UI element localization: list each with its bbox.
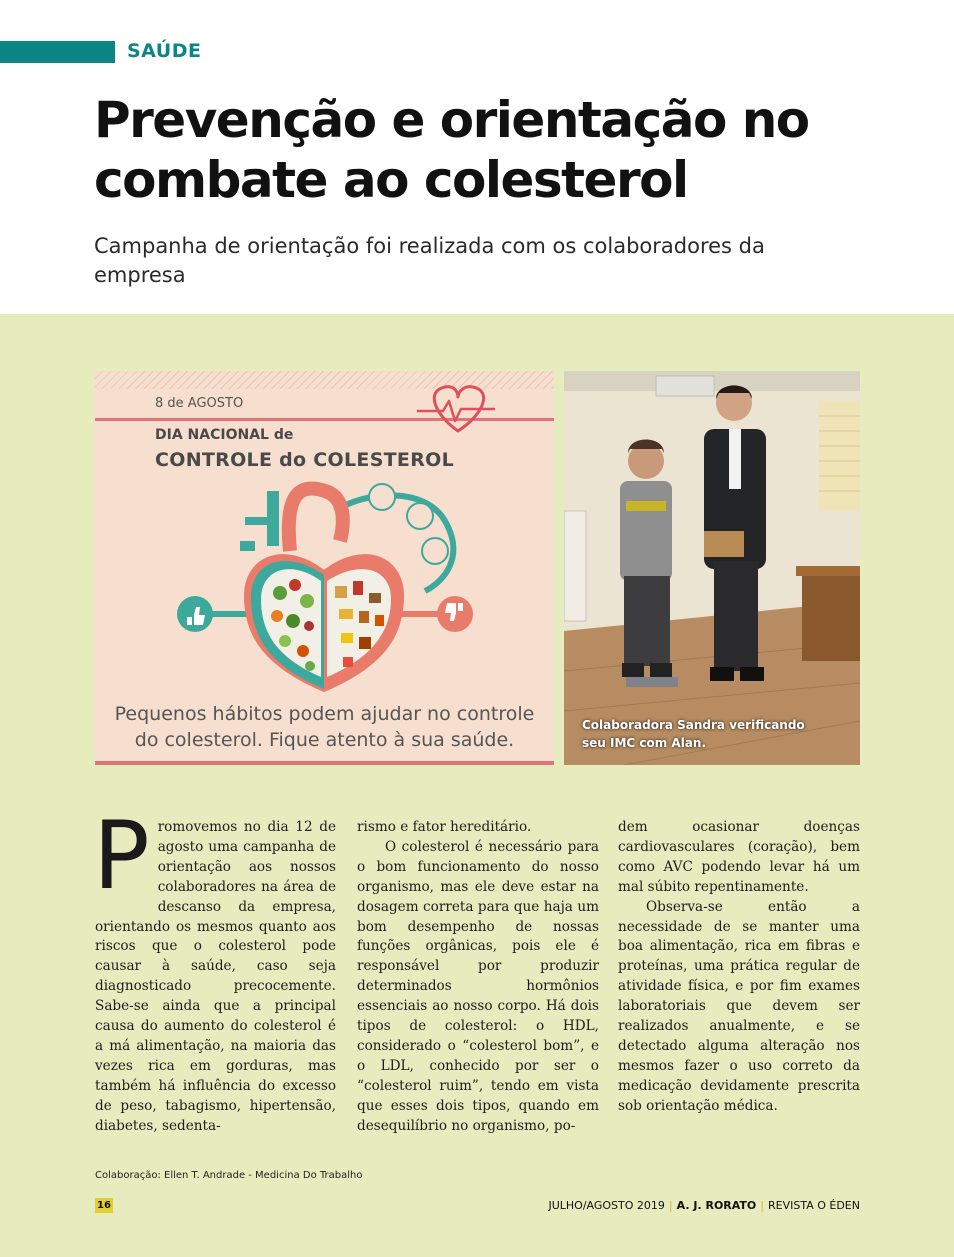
drop-cap: P xyxy=(93,802,150,911)
article-column-2 xyxy=(357,818,599,1137)
heartbeat-icon xyxy=(417,387,495,431)
article-subtitle: Campanha de orientação foi realizada com os colaboradores da empresa xyxy=(94,234,765,287)
page-footer xyxy=(548,1199,860,1212)
scale xyxy=(626,677,678,687)
column-3-paragraph-2: Observa-se então a necessidade de se manter uma boa alimentação, rica em fibras e proteínas, uma prática regular de atividade física, e por fim exames laboratoriais que devem ser realizados anualmente, e se detectado alguma alteração nos mesmos fazer o uso correto da medicação devidamente prescrita sob orientação médica. xyxy=(618,898,860,1114)
aorta xyxy=(289,489,343,552)
air-conditioner xyxy=(656,376,714,396)
infographic-title-small: DIA NACIONAL de xyxy=(155,427,294,443)
infographic-caption-line-1: Pequenos hábitos podem ajudar no controle xyxy=(114,703,535,725)
clipboard xyxy=(704,531,744,557)
photo-caption-line-2: seu IMC com Alan. xyxy=(582,736,707,750)
infographic-caption-line-2: do colesterol. Fique atento à sua saúde. xyxy=(134,729,515,751)
section-label: SAÚDE xyxy=(127,40,202,62)
photo-caption xyxy=(582,716,852,752)
article-column-1 xyxy=(93,802,336,1137)
footer-separator: | xyxy=(760,1199,764,1212)
thumbs-up-icon xyxy=(177,596,213,632)
photo-illustration xyxy=(564,371,860,765)
headline-line-1: Prevenção e orientação no xyxy=(94,91,809,149)
article-headline xyxy=(94,90,894,210)
column-3-paragraph-1: dem ocasionar doenças cardiovasculares (coração), bem como AVC podendo levar há um mal súbito repentinamente. xyxy=(618,819,860,895)
page-number: 16 xyxy=(95,1198,113,1213)
column-2-paragraph-2: O colesterol é necessário para o bom funcionamento do nosso organismo, mas ele deve estar na dosagem correta para que haja um bom desempenho de nossas funções orgânicas, pois ele é responsável por produzir determinados hormônios essenciais ao nosso corpo. Há dois tipos de colesterol: o HDL, considerado o “colesterol bom”, e o LDL, conhecido por ser o “colesterol ruim”, tendo em vista que esses dois tipos, quando em desequilíbrio no organismo, po- xyxy=(357,838,599,1134)
thumbs-down-icon xyxy=(437,596,473,632)
window-blinds xyxy=(819,401,860,511)
headline-line-2: combate ao colesterol xyxy=(94,151,688,209)
column-2-paragraph-1: rismo e fator hereditário. xyxy=(357,819,532,835)
infographic-date: 8 de AGOSTO xyxy=(155,396,244,411)
icon-circle-plate xyxy=(369,484,395,510)
cabinet xyxy=(564,511,586,621)
infographic-title-large: CONTROLE do COLESTEROL xyxy=(155,449,455,471)
icon-circle-scale xyxy=(422,538,448,564)
column-1-paragraph: romovemos no dia 12 de agosto uma campanha de orientação aos nossos colaboradores na área de descanso da empresa, orientando os mesmos quanto aos riscos que o colesterol pode causar à saúde, caso seja diagnosticado precocemente. Sabe-se ainda que a principal causa do aumento do colesterol é a má alimentação, na maioria das vezes rica em gorduras, mas também há influência do excesso de peso, tabagismo, hipertensão, diabetes, sedenta- xyxy=(95,819,336,1134)
infographic-caption xyxy=(95,701,554,753)
icon-circle-fitness xyxy=(407,503,433,529)
office-photo xyxy=(564,371,860,765)
desk-top xyxy=(796,566,860,576)
footer-issue: JULHO/AGOSTO 2019 xyxy=(548,1199,665,1212)
article-credit: Colaboração: Ellen T. Andrade - Medicina Do Trabalho xyxy=(95,1170,363,1181)
cholesterol-infographic xyxy=(95,371,554,765)
footer-magazine: REVISTA O ÉDEN xyxy=(768,1199,860,1212)
footer-separator: | xyxy=(668,1199,673,1212)
desk xyxy=(802,571,860,661)
infographic-bottom-rule xyxy=(95,761,554,765)
footer-publisher: A. J. RORATO xyxy=(676,1199,757,1212)
article-column-3 xyxy=(618,818,860,1117)
photo-caption-line-1: Colaboradora Sandra verificando xyxy=(582,718,805,732)
section-bar xyxy=(0,41,115,63)
